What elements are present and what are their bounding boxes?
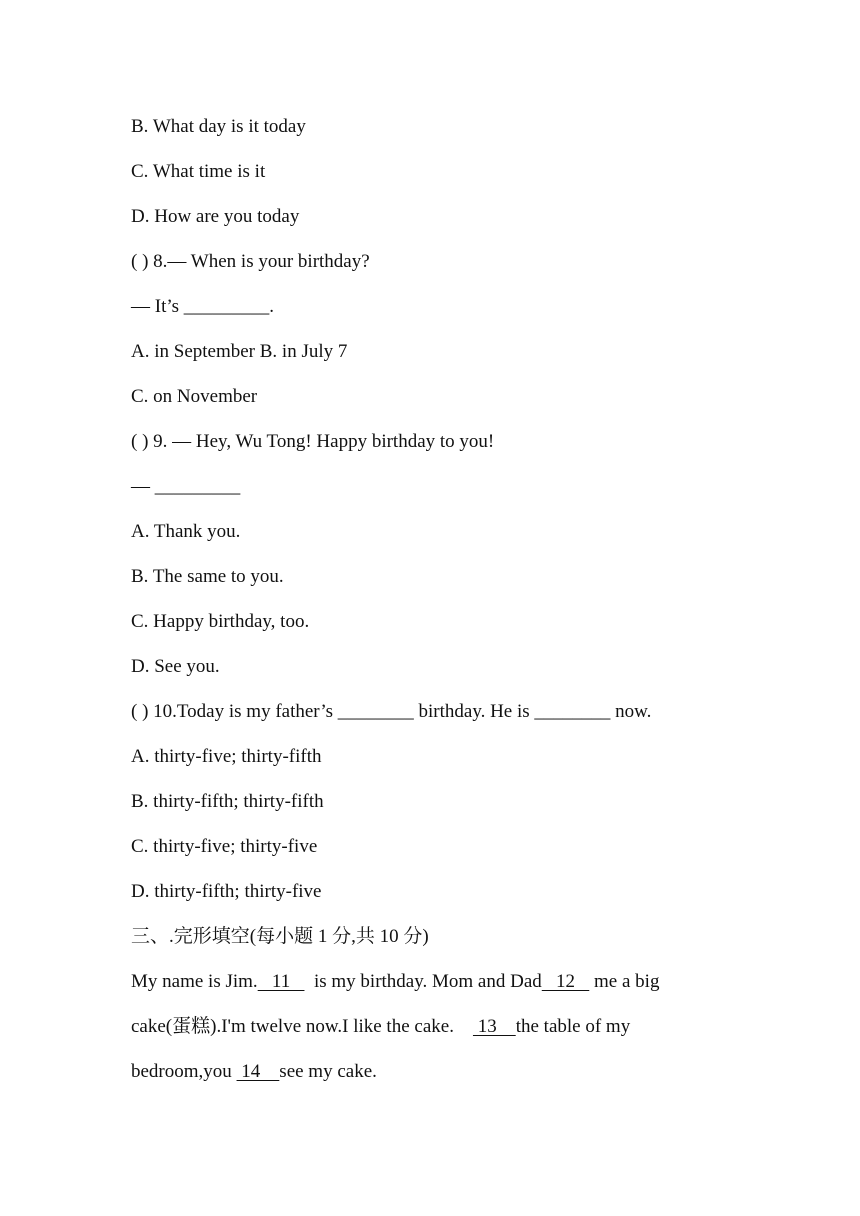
question-8-answer-line: — It’s _________. [131,296,275,317]
option-9d: D. See you. [131,656,220,677]
option-8ab: A. in September B. in July 7 [131,341,348,362]
cloze-text: bedroom,you [131,1061,237,1082]
cloze-blank-13: 13 [472,1016,516,1037]
question-8: ( ) 8.— When is your birthday? [131,251,370,272]
cloze-blank-12: 12 [541,971,590,992]
question-9-answer-line: — _________ [131,476,241,497]
option-7c: C. What time is it [131,161,266,182]
cloze-line-2 [131,1015,630,1039]
option-7b: B. What day is it today [131,116,306,137]
option-10d: D. thirty-fifth; thirty-five [131,881,322,902]
option-10b: B. thirty-fifth; thirty-fifth [131,791,324,812]
option-7d: D. How are you today [131,206,300,227]
cloze-text: me a big [589,971,660,992]
cloze-blank-14: 14 [236,1061,280,1082]
cloze-line-1 [131,970,659,994]
cloze-text: the table of my [515,1016,631,1037]
question-9: ( ) 9. — Hey, Wu Tong! Happy birthday to you! [131,431,495,452]
section-heading: 三、.完形填空(每小题 1 分,共 10 分) [131,926,429,947]
cloze-blank-11: 11 [257,971,305,992]
option-8c: C. on November [131,386,258,407]
option-9c: C. Happy birthday, too. [131,611,310,632]
option-10a: A. thirty-five; thirty-fifth [131,746,322,767]
option-9a: A. Thank you. [131,521,241,542]
cloze-text: cake(蛋糕).I'm twelve now.I like the cake. [131,1016,473,1037]
option-10c: C. thirty-five; thirty-five [131,836,318,857]
question-10: ( ) 10.Today is my father’s ________ birthday. He is ________ now. [131,701,652,722]
cloze-text: My name is Jim. [131,971,258,992]
cloze-text: see my cake. [279,1061,377,1082]
option-9b: B. The same to you. [131,566,284,587]
cloze-line-3 [131,1060,377,1084]
cloze-text: is my birthday. Mom and Dad [304,971,542,992]
